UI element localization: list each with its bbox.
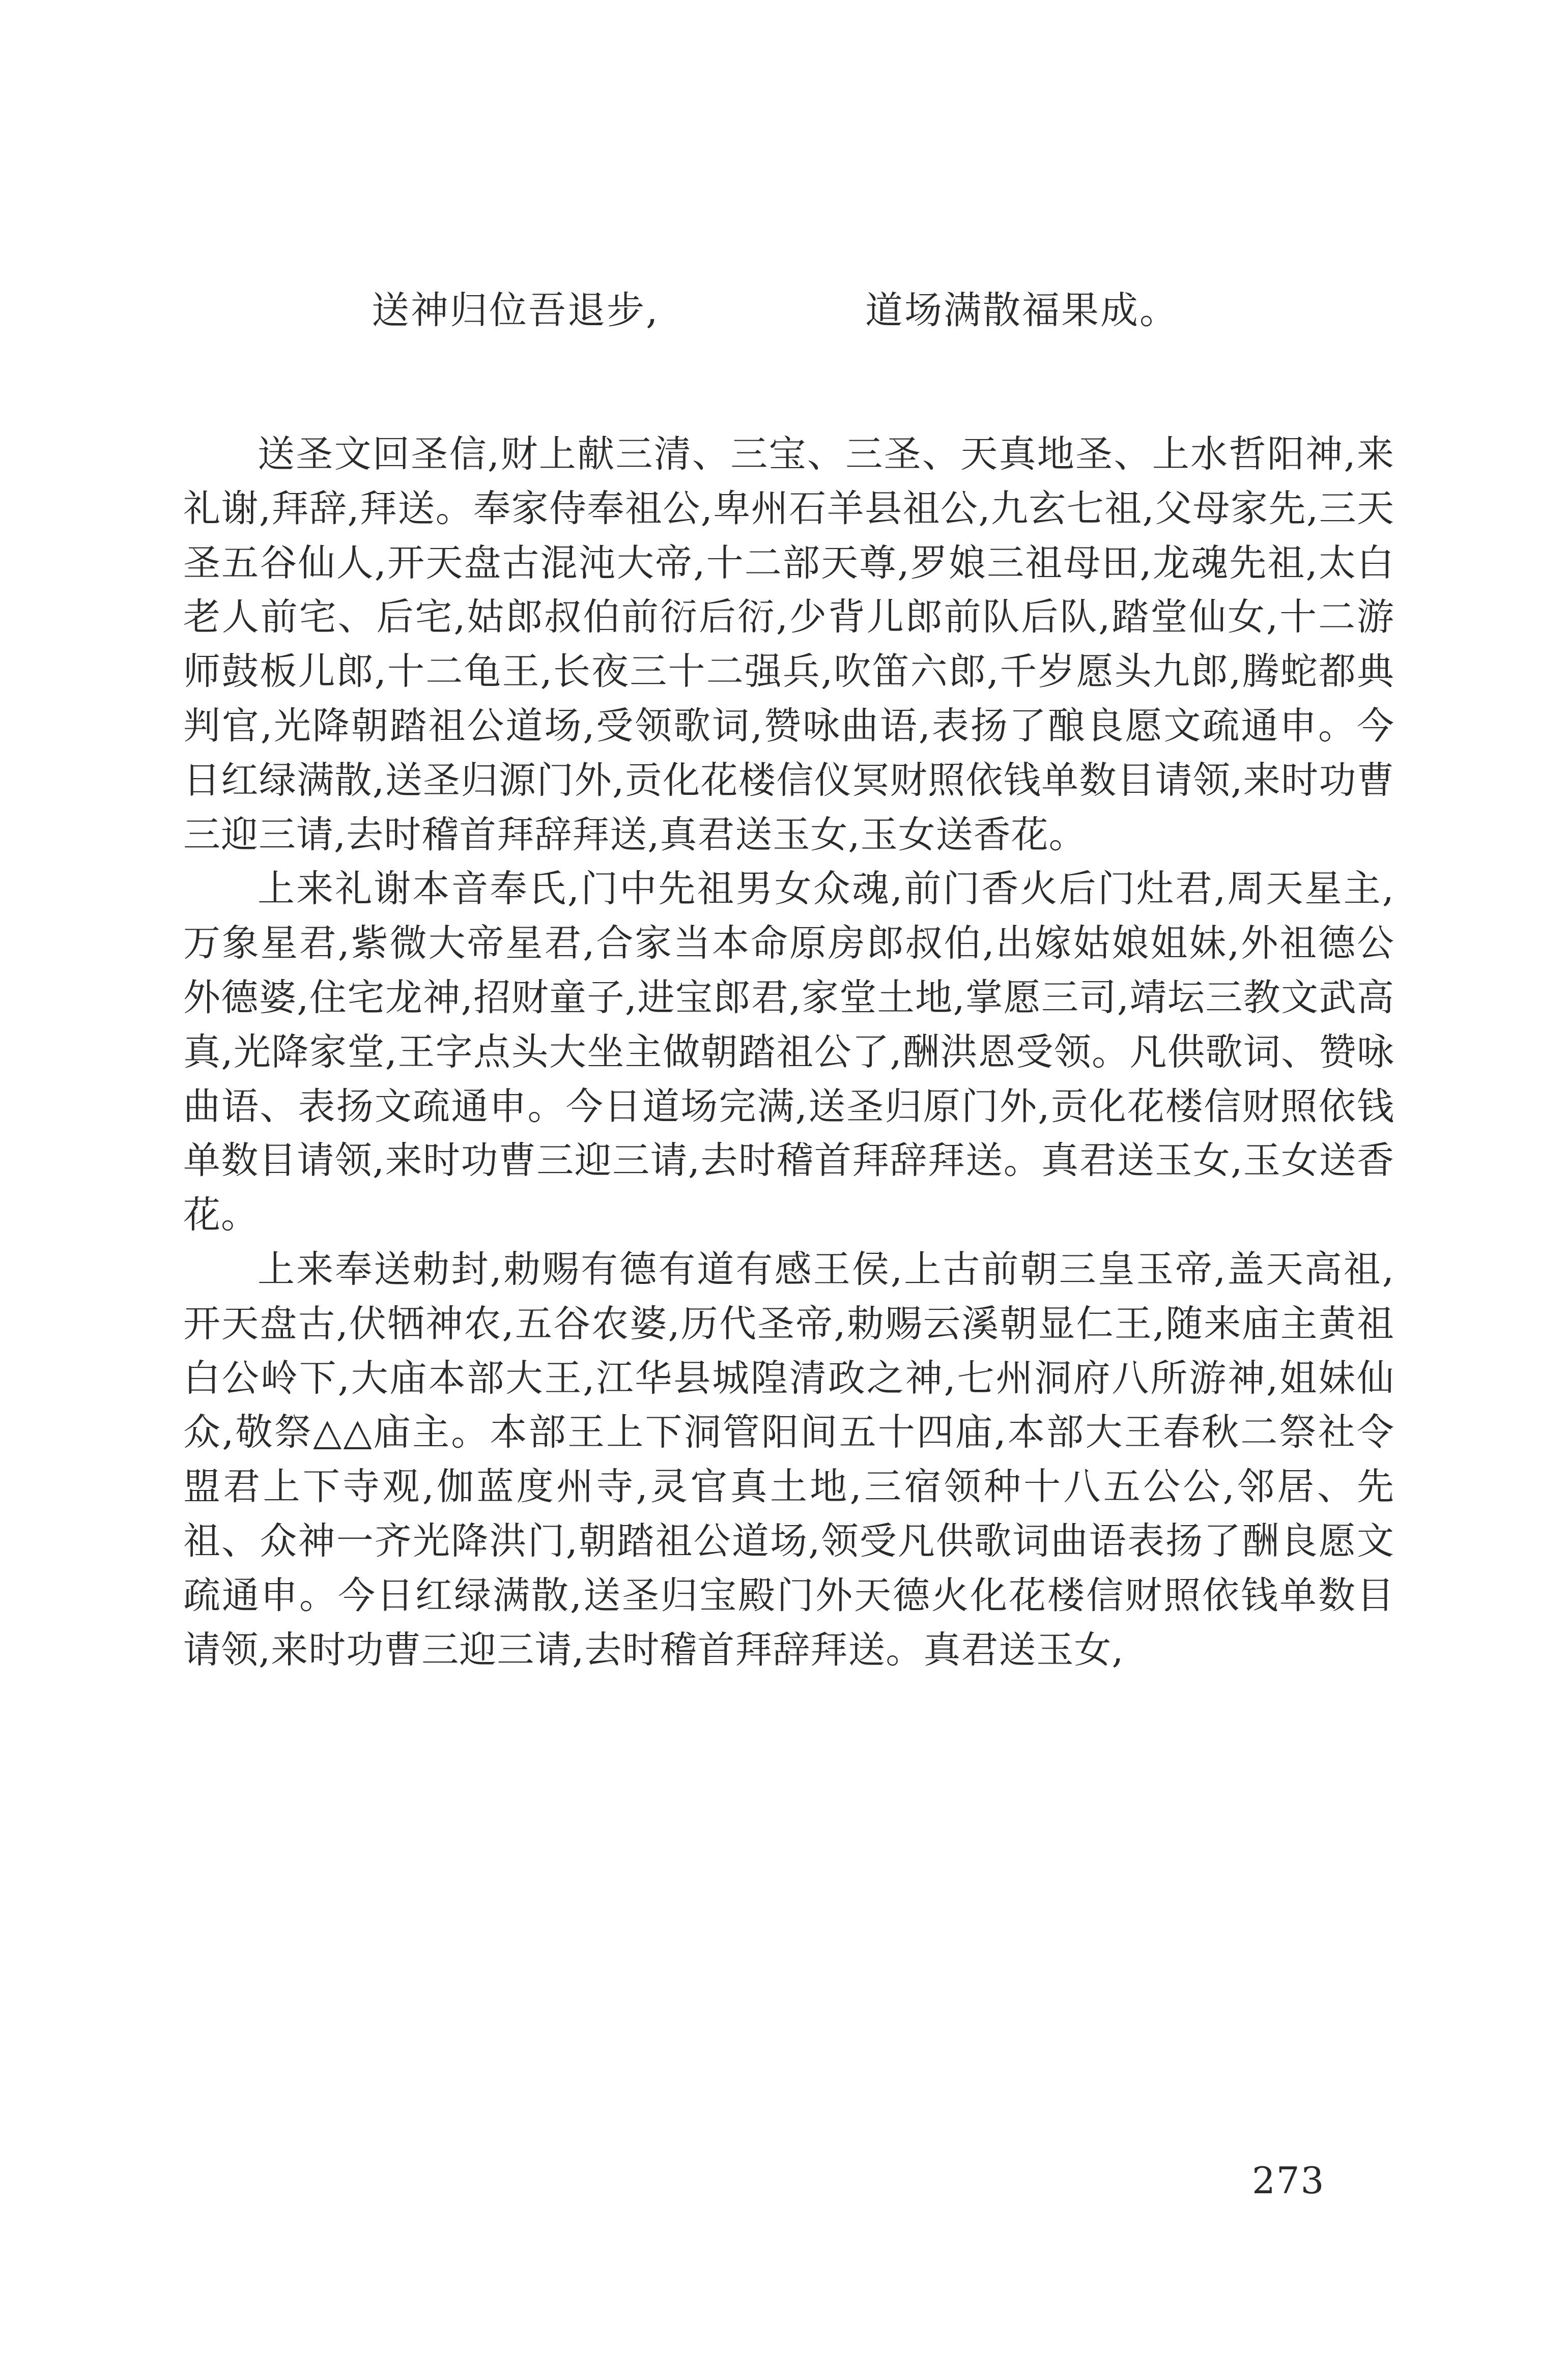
paragraph: 送圣文回圣信,财上献三清、三宝、三圣、天真地圣、上水哲阳神,来礼谢,拜辞,拜送。奉家侍奉祖公,卑州石羊县祖公,九玄七祖,父母家先,三天圣五谷仙人,开天盘古混沌大帝,十二部天尊,罗娘三祖母田,龙魂先祖,太白老人前宅、后宅,姑郎叔伯前衍后衍,少背儿郎前队后队,踏堂仙女,十二游师鼓板儿郎,十二龟王,长夜三十二强兵,吹笛六郎,千岁愿头九郎,腾蛇都典判官,光降朝踏祖公道场,受领歌词,赞咏曲语,表扬了酿良愿文疏通申。今日红绿满散,送圣归源门外,贡化花楼信仪冥财照依钱单数目请领,来时功曹三迎三请,去时稽首拜辞拜送,真君送玉女,玉女送香花。 <box>183 433 1394 856</box>
verse-line-right: 道场满散福果成。 <box>865 289 1179 332</box>
body-text <box>183 427 1394 1677</box>
verse-line-left: 送神归位吾退步, <box>372 289 660 332</box>
paragraph: 上来礼谢本音奉氏,门中先祖男女众魂,前门香火后门灶君,周天星主,万象星君,紫微大帝星君,合家当本命原房郎叔伯,出嫁姑娘姐妹,外祖德公外德婆,住宅龙神,招财童子,进宝郎君,家堂土地,掌愿三司,靖坛三教文武高真,光降家堂,王字点头大坐主做朝踏祖公了,酬洪恩受领。凡供歌词、赞咏曲语、表扬文疏通申。今日道场完满,送圣归原门外,贡化花楼信财照依钱单数目请领,来时功曹三迎三请,去时稽首拜辞拜送。真君送玉女,玉女送香花。 <box>183 867 1394 1237</box>
page-number: 273 <box>1252 2159 1325 2202</box>
paragraph: 上来奉送勅封,勅赐有德有道有感王侯,上古前朝三皇玉帝,盖天高祖,开天盘古,伏牺神农,五谷农婆,历代圣帝,勅赐云溪朝显仁王,随来庙主黄祖白公岭下,大庙本部大王,江华县城隍清政之神,七州洞府八所游神,姐妹仙众,敬祭△△庙主。本部王上下洞管阳间五十四庙,本部大王春秋二祭社令盟君上下寺观,伽蓝度州寺,灵官真土地,三宿领种十八五公公,邻居、先祖、众神一齐光降洪门,朝踏祖公道场,领受凡供歌词曲语表扬了酬良愿文疏通申。今日红绿满散,送圣归宝殿门外天德火化花楼信财照依钱单数目请领,来时功曹三迎三请,去时稽首拜辞拜送。真君送玉女, <box>183 1247 1394 1672</box>
